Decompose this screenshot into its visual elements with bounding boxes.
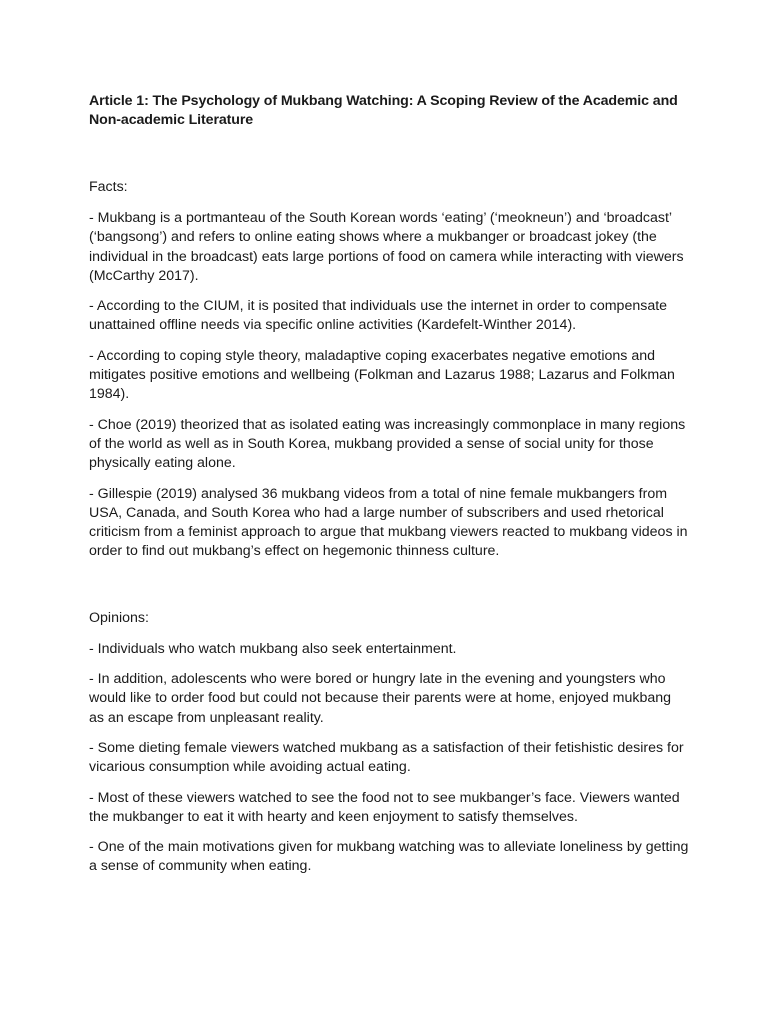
fact-item: - According to coping style theory, maladaptive coping exacerbates negative emotions and mitigates positive emotions and wellbeing (Folkman and Lazarus 1988; Lazarus and Folkman 1984). xyxy=(89,347,675,403)
facts-list xyxy=(89,209,689,562)
facts-heading: Facts: xyxy=(89,179,128,195)
fact-item: - Gillespie (2019) analysed 36 mukbang videos from a total of nine female mukbangers from USA, Canada, and South Korea who had a large number of subscribers and used rhetorical criticism from a feminist approach to argue that mukbang viewers reacted to mukbang videos in order to find out mukbang’s effect on hegemonic thinness culture. xyxy=(89,485,688,560)
fact-item: - Mukbang is a portmanteau of the South Korean words ‘eating’ (‘meokneun’) and ‘broadcast’ (‘bangsong’) and refers to online eating shows where a mukbanger or broadcast jokey (the individual in the broadcast) eats large portions of food on camera while interacting with viewers (McCarthy 2017). xyxy=(89,210,684,284)
fact-item: - Choe (2019) theorized that as isolated eating was increasingly commonplace in many regions of the world as well as in South Korea, mukbang provided a sense of social unity for those physically eating alone. xyxy=(89,416,686,472)
opinion-item: - Some dieting female viewers watched mukbang as a satisfaction of their fetishistic desires for vicarious consumption while avoiding actual eating. xyxy=(89,739,684,776)
article-title: Article 1: The Psychology of Mukbang Watching: A Scoping Review of the Academic and Non-academic Literature xyxy=(89,93,678,128)
opinions-heading: Opinions: xyxy=(89,609,149,626)
opinion-item: - Most of these viewers watched to see the food not to see mukbanger’s face. Viewers wanted the mukbanger to eat it with hearty and keen enjoyment to satisfy themselves. xyxy=(89,789,680,825)
fact-item: - According to the CIUM, it is posited that individuals use the internet in order to compensate unattained offline needs via specific online activities (Kardefelt-Winther 2014). xyxy=(89,298,668,334)
opinion-item: - One of the main motivations given for mukbang watching was to alleviate loneliness by getting a sense of community when eating. xyxy=(89,839,689,875)
document-body xyxy=(89,92,689,877)
opinion-item: - In addition, adolescents who were bored or hungry late in the evening and youngsters who would like to order food but could not because their parents were at home, enjoyed mukbang as an escape from unpleasant reality. xyxy=(89,671,672,726)
opinions-list xyxy=(89,640,689,877)
opinion-item: - Individuals who watch mukbang also seek entertainment. xyxy=(89,640,457,657)
